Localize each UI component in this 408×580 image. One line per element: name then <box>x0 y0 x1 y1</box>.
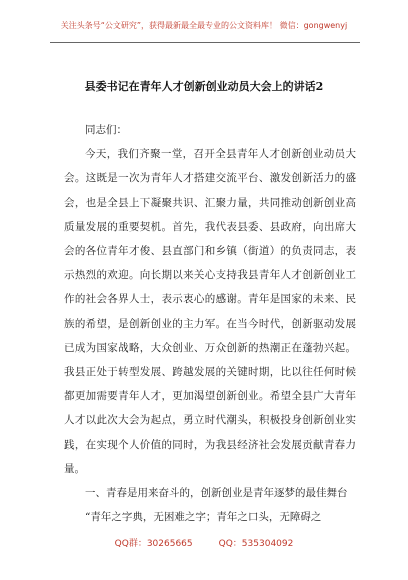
footer-qq: QQ：535304092 <box>218 539 294 549</box>
document-body <box>64 118 356 529</box>
salutation: 同志们： <box>85 124 127 136</box>
document-title: 县委书记在青年人才创新创业动员大会上的讲话2 <box>84 80 324 93</box>
header-note: 关注头条号“公文研究”，获得最新最全最专业的公文资料库！ 微信：gongwenyj <box>60 21 348 30</box>
section-heading: 一、青春是用来奋斗的，创新创业是青年逐梦的最佳舞台 <box>85 487 348 500</box>
footer <box>0 536 408 549</box>
body-paragraph: 今天，我们齐聚一堂，召开全县青年人才创新创业动员大会。这既是一次为青年人才搭建交流平台、激发创新活力的盛会，也是全县上下凝聚共识、汇聚力量，共同推动创新创业高质量发展的重要契机。首先，我代表县委、县政府，向出席大会的各位青年才俊、县直部门和乡镇（街道）的负责同志，表示热烈的欢迎。向长期以来关心支持我县青年人才创新创业工作的社会各界人士，表示衷心的感谢。青年是国家的未来、民族的希望，是创新创业的主力军。在当今时代，创新驱动发展已成为国家战略，大众创业、万众创新的热潮正在蓬勃兴起。我县正处于转型发展、跨越发展的关键时期，比以往任何时候都更加需要青年人才，更加渴望创新创业。希望全县广大青年人才以此次大会为起点，勇立时代潮头，积极投身创新创业实践，在实现个人价值的同时，为我县经济社会发展贡献青春力量。 <box>64 148 356 475</box>
header-divider <box>50 42 360 43</box>
body-paragraph-last: “青年之字典，无困难之字；青年之口头，无障碍之 <box>85 511 322 524</box>
footer-qq-group: QQ群：30265665 <box>114 539 193 549</box>
